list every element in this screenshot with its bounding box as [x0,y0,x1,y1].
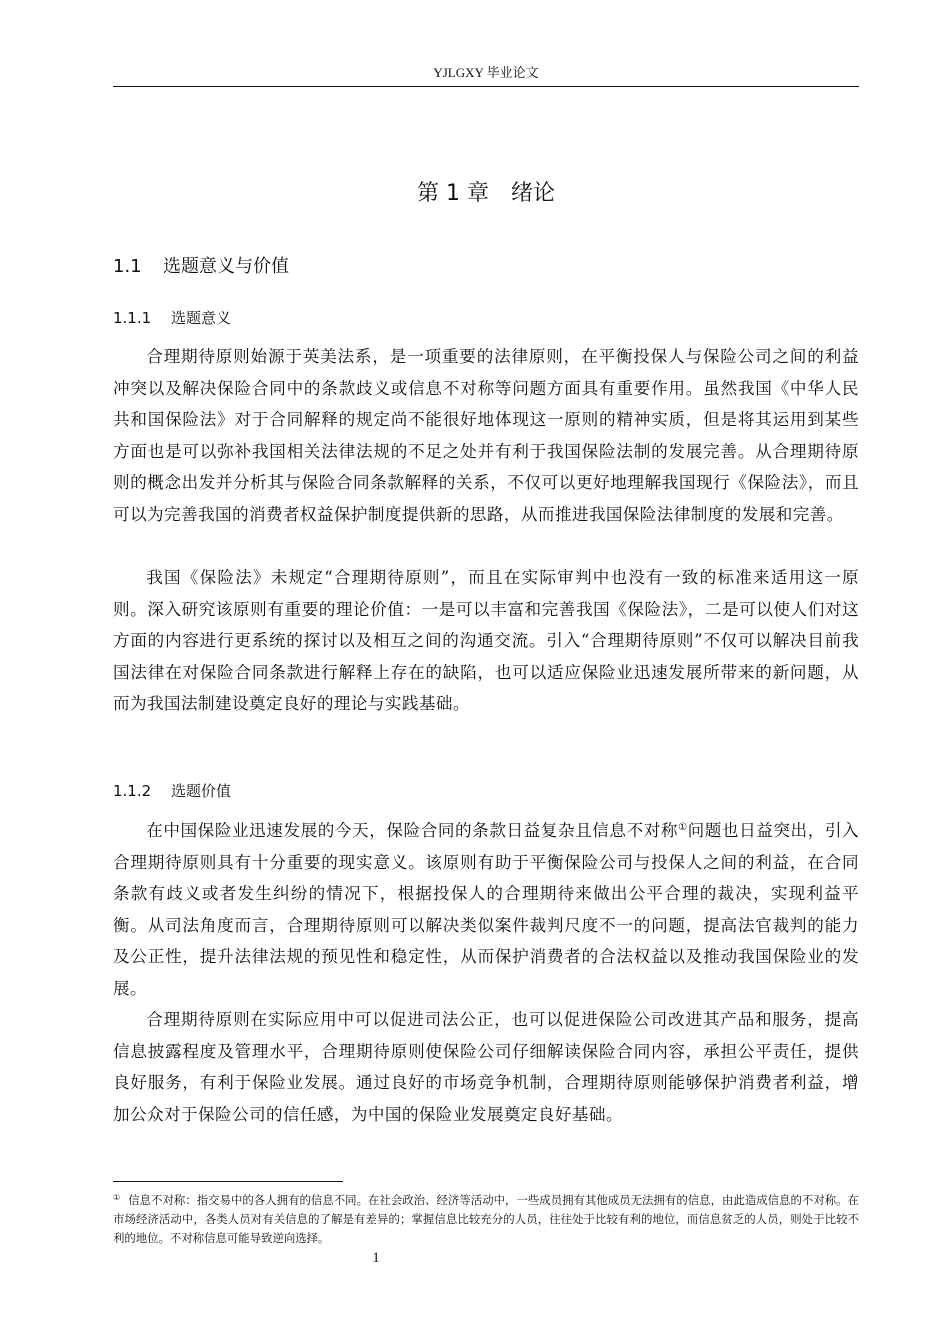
subsection-title: 选题意义 [171,309,232,327]
subsection-heading-1-1-2 [113,780,231,802]
section-title: 选题意义与价值 [163,256,289,277]
paragraph: 我国《保险法》未规定“合理期待原则”，而且在实际审判中也没有一致的标准来适用这一原则。深入研究该原则有重要的理论价值：一是可以丰富和完善我国《保险法》，二是可以使人们对这方面的内容进行更系统的探讨以及相互之间的沟通交流。引入“合理期待原则”不仅可以解决目前我国法律在对保险合同条款进行解释上存在的缺陷，也可以适应保险业迅速发展所带来的新问题，从而为我国法制建设奠定良好的理论与实践基础。 [113,568,859,714]
section-number: 1.1 [113,256,142,277]
paragraph: 合理期待原则在实际应用中可以促进司法公正，也可以促进保险公司改进其产品和服务，提高信息披露程度及管理水平，合理期待原则使保险公司仔细解读保险合同内容，承担公平责任，提供良好服务，有利于保险业发展。通过良好的市场竞争机制，合理期待原则能够保护消费者利益，增加公众对于保险公司的信任感，为中国的保险业发展奠定良好基础。 [113,1010,859,1124]
paragraph [113,815,859,1005]
header-rule [113,86,859,87]
page-number: 1 [372,1250,380,1266]
paragraph-text: 在中国保险业迅速发展的今天，保险合同的条款日益复杂且信息不对称 [146,821,679,840]
paragraph-text: 问题也日益突出，引入合理期待原则具有十分重要的现实意义。该原则有助于平衡保险公司与投保人之间的利益，在合同条款有歧义或者发生纠纷的情况下，根据投保人的合理期待来做出公平合理的裁决，实现利益平衡。从司法角度而言，合理期待原则可以解决类似案件裁判尺度不一的问题，提高法官裁判的能力及公正性，提升法律法规的预见性和稳定性，从而保护消费者的合法权益以及推动我国保险业的发展。 [113,821,859,998]
footnote-reference[interactable]: ① [678,822,688,833]
subsection-number: 1.1.1 [113,309,152,327]
footnote [113,1191,859,1248]
chapter-title: 第 1 章 绪论 [417,181,555,206]
subsection-heading-1-1-1 [113,307,231,329]
footnote-text: 信息不对称：指交易中的各人拥有的信息不同。在社会政治、经济等活动中，一些成员拥有其他成员无法拥有的信息，由此造成信息的不对称。在市场经济活动中，各类人员对有关信息的了解是有差异的；掌握信息比较充分的人员，往往处于比较有利的地位，而信息贫乏的人员，则处于比较不利的地位。不对称信息可能导致逆向选择。 [113,1193,859,1245]
section-heading-1-1 [113,254,289,280]
subsection-title: 选题价值 [171,782,232,800]
footnote-separator [113,1181,343,1182]
running-header: YJLGXY 毕业论文 [433,65,539,80]
subsection-number: 1.1.2 [113,782,152,800]
footnote-marker: ① [113,1193,121,1202]
paragraph: 合理期待原则始源于英美法系，是一项重要的法律原则，在平衡投保人与保险公司之间的利益冲突以及解决保险合同中的条款歧义或信息不对称等问题方面具有重要作用。虽然我国《中华人民共和国保险法》对于合同解释的规定尚不能很好地体现这一原则的精神实质，但是将其运用到某些方面也是可以弥补我国相关法律法规的不足之处并有利于我国保险法制的发展完善。从合理期待原则的概念出发并分析其与保险合同条款解释的关系，不仅可以更好地理解我国现行《保险法》，而且可以为完善我国的消费者权益保护制度提供新的思路，从而推进我国保险法律制度的发展和完善。 [113,347,859,524]
